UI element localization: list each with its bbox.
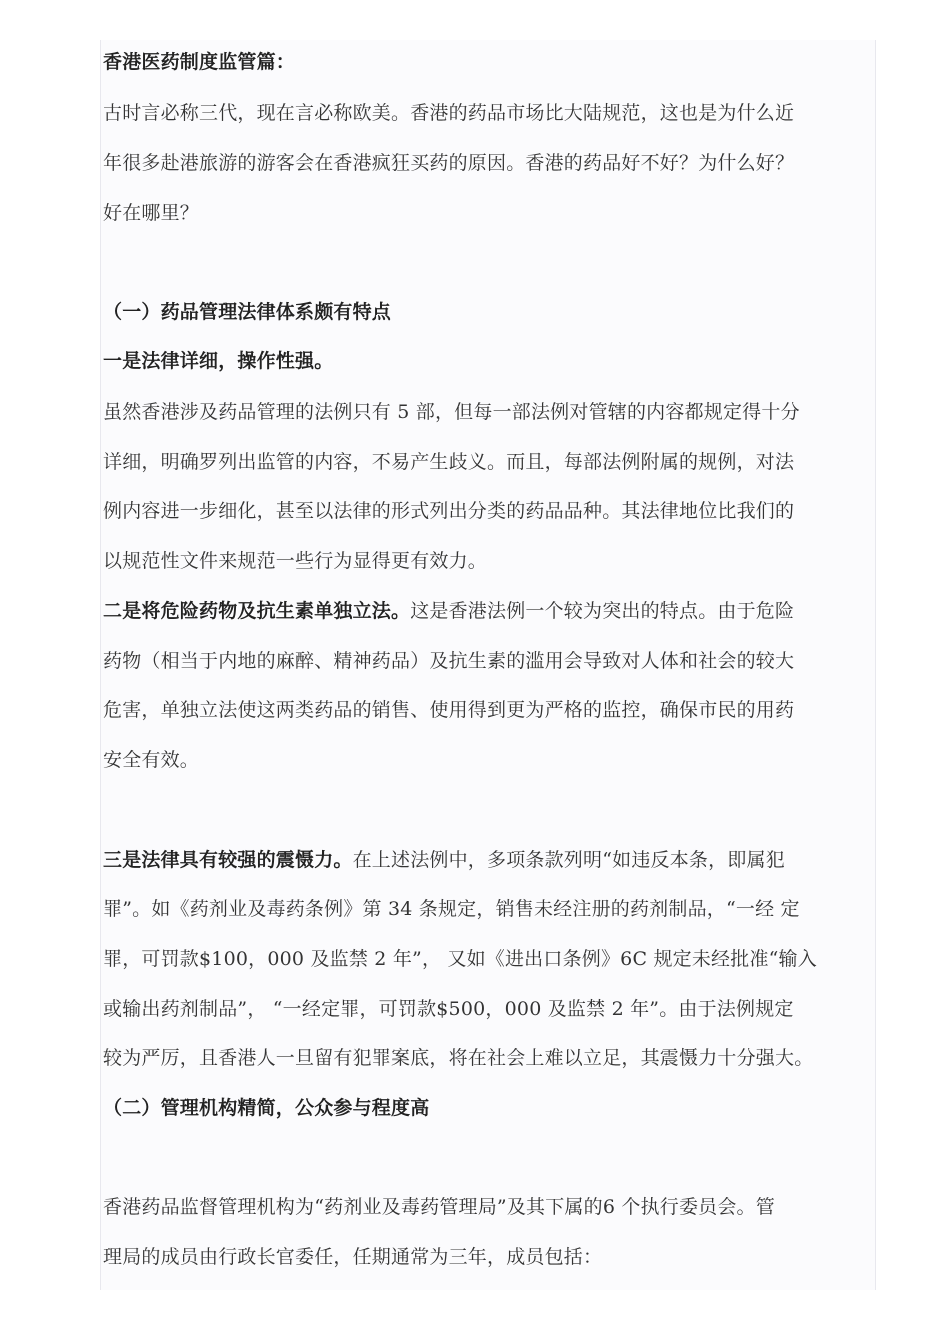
point-3-line-3: 罪，可罚款$100，000 及监禁 2 年”， 又如《进出口条例》6C 规定未经批准“输入 — [103, 948, 817, 970]
point-3-first-text: 在上述法例中，多项条款列明“如违反本条，即属犯 — [352, 849, 785, 871]
point-1-line-4: 以规范性文件来规范一些行为显得更有效力。 — [103, 550, 488, 572]
intro-line-3: 好在哪里？ — [103, 202, 200, 224]
section-2-line-1: 香港药品监督管理机构为“药剂业及毒药管理局”及其下属的6 个执行委员会。管 — [103, 1196, 775, 1218]
point-3-line-4: 或输出药剂制品”， “一经定罪，可罚款$500，000 及监禁 2 年”。由于法例规定 — [103, 998, 794, 1020]
point-3-line-2: 罪”。如《药剂业及毒药条例》第 34 条规定，销售未经注册的药剂制品，“一经 定 — [103, 898, 800, 920]
intro-line-2: 年很多赴港旅游的游客会在香港疯狂买药的原因。香港的药品好不好？为什么好？ — [103, 152, 795, 174]
intro-line-1: 古时言必称三代，现在言必称欧美。香港的药品市场比大陆规范，这也是为什么近 — [103, 102, 795, 124]
point-3-heading: 三是法律具有较强的震慑力。 — [103, 849, 353, 871]
point-1-heading: 一是法律详细，操作性强。 — [103, 350, 334, 372]
point-2-first-text: 这是香港法例一个较为突出的特点。由于危险 — [410, 600, 795, 622]
point-1-line-2: 详细，明确罗列出监管的内容，不易产生歧义。而且，每部法例附属的规例，对法 — [103, 451, 795, 473]
point-2-line-4: 安全有效。 — [103, 749, 200, 771]
point-1-line-1: 虽然香港涉及药品管理的法例只有 5 部，但每一部法例对管辖的内容都规定得十分 — [103, 401, 800, 423]
point-2-heading: 二是将危险药物及抗生素单独立法。 — [103, 600, 411, 622]
point-3-first-line — [103, 848, 883, 872]
section-2-line-2: 理局的成员由行政长官委任，任期通常为三年，成员包括： — [103, 1246, 603, 1268]
point-3-line-5: 较为严厉，且香港人一旦留有犯罪案底，将在社会上难以立足，其震慑力十分强大。 — [103, 1047, 814, 1069]
point-1-line-3: 例内容进一步细化，甚至以法律的形式列出分类的药品品种。其法律地位比我们的 — [103, 500, 795, 522]
section-2-heading: （二）管理机构精简，公众参与程度高 — [103, 1097, 430, 1119]
document-title: 香港医药制度监管篇： — [103, 51, 296, 73]
section-1-heading: （一）药品管理法律体系颇有特点 — [103, 301, 392, 323]
point-2-line-3: 危害，单独立法使这两类药品的销售、使用得到更为严格的监控，确保市民的用药 — [103, 699, 795, 721]
point-2-line-2: 药物（相当于内地的麻醉、精神药品）及抗生素的滥用会导致对人体和社会的较大 — [103, 650, 795, 672]
point-2-first-line — [103, 599, 883, 623]
